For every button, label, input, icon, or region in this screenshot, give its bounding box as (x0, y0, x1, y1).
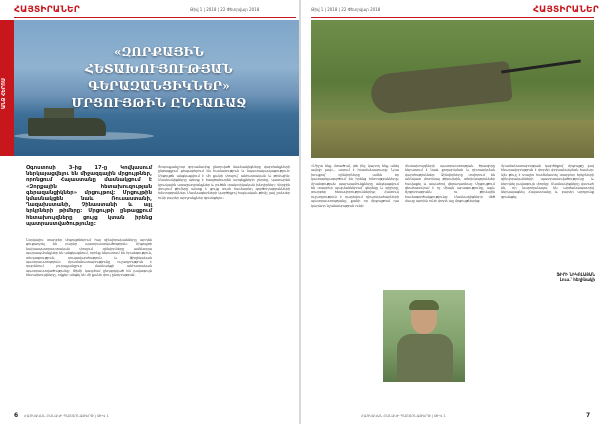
brand-logo: ՀԱՅՏԻՐԱՆԵՐ (14, 5, 80, 15)
section-label: ԱՆՁ ՀԵՐՈՍ (1, 78, 7, 110)
header-rule (311, 17, 594, 18)
portrait-cap (409, 300, 439, 310)
headline: «ԶՈՐՔԱՅԻՆ ՀԵՏԱԽՈՒՅՈՒԹՅԱՆ ԳԵՐԱԶԱՆՑԻԿՆԵՐ» ՄՐՑՈՒՅԹԻՆ ԸՆԴԱՌԱՋ (71, 45, 247, 110)
left-page (0, 0, 299, 424)
page-number: 6 (14, 412, 19, 419)
portrait-body (397, 334, 453, 382)
ship-hull (28, 118, 106, 136)
body-column-3: Հրամանատարության կարծիքով՝ մրցույթը լավ հնարավորություն է փորձի փոխանակման համար: Այն թույլ է տալիս համեմատել տարբեր երկրների զինվորականների պատրաստվածությունը և ներդնել լավագույն փորձը: Մասնակիցները վստահ են, որ կարողանալու են արժանապատիվ ներկայացնել Հայաստանը և բարձր արդյունք գրանցել: (501, 164, 594, 199)
header-rule (14, 17, 296, 18)
soldier-figure (369, 61, 512, 115)
body-column-1: Ներկայիս տարբեր մրցույթներում հայ զինվորականները արդեն ցուցադրել են բարձր պատրաստվածություն: Մրցույթի նախապատրաստական փուլում զինվորները ամենօրյա պարապմունքներ են անցկացնում, որոնք ներառում են հրաձգություն, տեղագրություն, սուզավարժություն և ֆիզիկական պատրաստություն: Հրամանատարությունը ուշադրություն է դարձնում յուրաքանչյուր մասնակցի անհատական պատրաստվածությանը: Թիմի կազմում ընդգրկված են լավագույն հետախույզները, ովքեր անցել են մի քանի փուլ ընտրություն: (26, 238, 152, 278)
lead-paragraph: Օգոստոսի 3-ից 17-ը Կովկասում ներկայացվելու են միջազգային մրցույթներ, որոնցում Հայաստանը մասնակցում է «Զորքային հետախուզության գերազանցիկներ» մրցույթով: Մրցույթին կմասնակցեն նաև Ռուսաստանի, Ղազախստանի, Չինաստանի և այլ երկրների թիմերը: Մրցույթի ընթացքում հետախույզները ցույց կտան իրենց պատրաստվածությունը: (26, 165, 152, 227)
header-meta: Թիվ 1 | 2018 | 22 Փետրվար 2018 (311, 7, 381, 12)
brand-logo: ՀԱՅՏԻՐԱՆԵՐ (533, 5, 599, 15)
body-column-1: «Միշտ ենք մտածում, թե ինչ կարող ենք անել ավելի լավ»,- ասում է հրամանատարը: Նրա խոսքով՝ զինվորները ամեն օր կատարելագործում են իրենց հմտությունները: Հրաձգության պարապմունքները անցկացվում են տարբեր պայմաններում՝ ցերեկը և գիշերը, տարբեր հեռավորություններից: Հատուկ ուշադրություն է դարձվում դիպուկահարների պատրաստությանը, քանի որ մրցույթում դա կարևոր նշանակություն ունի: (311, 164, 399, 208)
body-column-2: Յուրաքանչյուր զորամասից ընտրված մասնակիցները վարժանքների ընթացքում ցուցաբերում են համառություն և նպատակասլացություն: Մրցույթն անցկացվում է մի քանի փուլով՝ անհատական և թիմային: Մասնակիցները պետք է հաղթահարեն արգելքների շերտը, կատարեն կրակային առաջադրանքներ և լուծեն տակտիկական խնդիրներ: Վերջին փուլում թիմերը պետք է ցույց տան համատեղ գործողությունների հմտություններ: Մասնագետների կարծիքով հայկական թիմը լավ շանսեր ունի բարձր արդյունքներ գրանցելու: (158, 165, 290, 200)
byline-name: ՖԻՐԻ ՆԻԿՈԼԱՅԱՆ (556, 272, 595, 277)
photo-sniper (311, 20, 594, 158)
header-meta: Թիվ 1 | 2018 | 22 Փետրվար 2018 (190, 7, 260, 12)
page-footer: ՀԱՅԿԱԿԱՆ ԲԱՆԱԿԻ ՊԱՇՏՈՆԱԹԵՐԹ | ԹԻՎ 1 (361, 414, 446, 418)
byline-role: Լուս.՝ հեղինակի (559, 277, 595, 282)
rifle-shape (501, 59, 581, 73)
byline (553, 272, 595, 282)
page-number: 7 (586, 412, 591, 419)
grass-foreground (311, 120, 594, 158)
page-footer: ՀԱՅԿԱԿԱՆ ԲԱՆԱԿԻ ՊԱՇՏՈՆԱԹԵՐԹ | ԹԻՎ 1 (24, 414, 109, 418)
right-page (301, 0, 600, 424)
photo-soldier-portrait (383, 290, 465, 382)
body-column-2: Հետախույզների պատրաստության ծրագիրը ներառում է նաև քողարկման և դիտարկման վարժություններ: Զինվորները սովորում են աննկատ մոտենալ թիրախին, տեղեկություններ հավաքել և ապահով վերադառնալ: Մրցույթում գնահատվում է ոչ միայն արագությունը, այլև ճշգրտությունն ու թիմային համագործակցությունը: Մասնակիցների մեծ մասը արդեն ունի փորձ այլ մրցույթներից: (405, 164, 495, 204)
